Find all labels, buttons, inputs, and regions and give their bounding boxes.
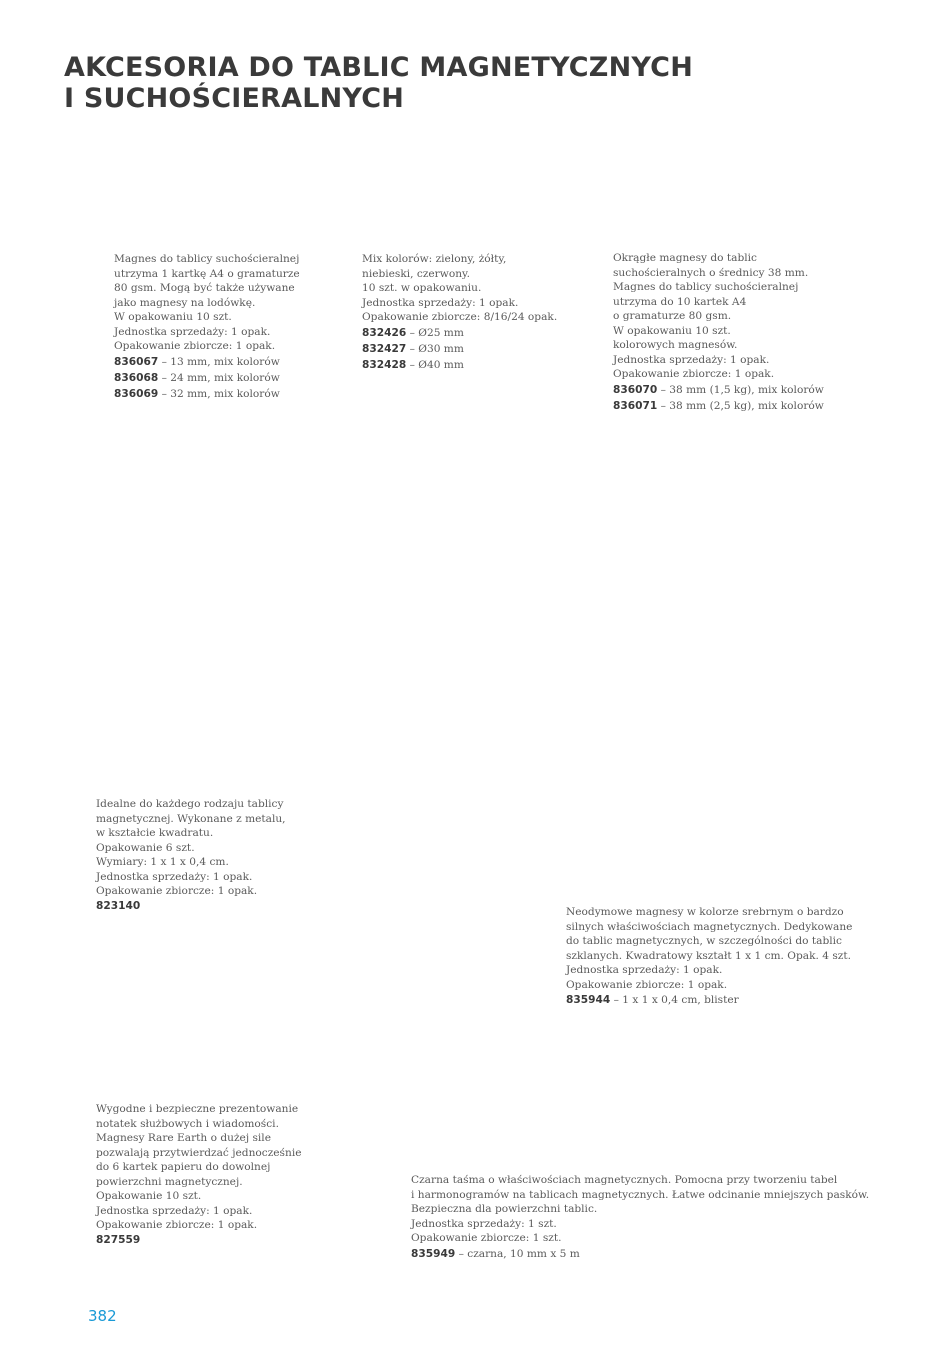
product-code: 836070 (613, 383, 658, 396)
product-description-line: magnetycznej. Wykonane z metalu, (96, 812, 286, 825)
product-description-line: notatek służbowych i wiadomości. (96, 1117, 279, 1130)
product-description-line: Opakowanie zbiorcze: 8/16/24 opak. (362, 311, 558, 323)
page-number: 382 (88, 1307, 117, 1325)
product-variant (411, 1246, 869, 1262)
product-variant-desc: – 38 mm (1,5 kg), mix kolorów (657, 383, 824, 396)
product-description-line: Opakowanie zbiorcze: 1 opak. (613, 368, 775, 380)
product-description-line: utrzyma do 10 kartek A4 (613, 295, 747, 308)
product-block-rare-earth-magnets (96, 1102, 301, 1247)
product-description-line: Opakowanie 10 szt. (96, 1190, 202, 1202)
product-description-line: Jednostka sprzedaży: 1 opak. (613, 353, 770, 366)
product-code: 836067 (114, 355, 159, 368)
product-description-line: Opakowanie zbiorcze: 1 opak. (96, 885, 258, 897)
product-description-line: Jednostka sprzedaży: 1 szt. (411, 1217, 557, 1230)
product-description-line: silnych właściwościach magnetycznych. Dedykowane (566, 920, 853, 933)
product-description-line: kolorowych magnesów. (613, 339, 738, 351)
product-variant (566, 992, 852, 1008)
product-description-line: jako magnesy na lodówkę. (114, 296, 256, 309)
product-description-line: Bezpieczna dla powierzchni tablic. (411, 1203, 598, 1215)
product-description-line: Magnesy Rare Earth o dużej sile (96, 1132, 271, 1144)
product-variant-desc: – 1 x 1 x 0,4 cm, blister (610, 994, 739, 1006)
page-title-line-2: I SUCHOŚCIERALNYCH (64, 83, 405, 114)
product-variant (114, 370, 300, 386)
product-variant (362, 357, 557, 373)
product-description-line: Neodymowe magnesy w kolorze srebrnym o bardzo (566, 906, 844, 918)
product-variant (362, 341, 557, 357)
product-description-line: 10 szt. w opakowaniu. (362, 282, 482, 294)
product-description-line: Jednostka sprzedaży: 1 opak. (96, 870, 253, 883)
product-variant-desc: – 24 mm, mix kolorów (158, 371, 280, 384)
product-description-line: Idealne do każdego rodzaju tablicy (96, 798, 284, 810)
product-variant (114, 386, 300, 402)
product-code: 836068 (114, 371, 159, 384)
product-description-line: Opakowanie zbiorcze: 1 opak. (114, 340, 276, 352)
product-description-line: W opakowaniu 10 szt. (613, 324, 731, 337)
product-description-line: i harmonogramów na tablicach magnetycznych. Łatwe odcinanie mniejszych pasków. (411, 1188, 870, 1201)
product-description-line: Opakowanie 6 szt. (96, 841, 195, 854)
product-description-line: Czarna taśma o właściwościach magnetycznych. Pomocna przy tworzeniu tabel (411, 1174, 838, 1186)
product-variant-desc: – Ø30 mm (406, 342, 464, 355)
product-description-line: niebieski, czerwony. (362, 267, 470, 280)
product-variant-desc: – 32 mm, mix kolorów (158, 387, 280, 400)
product-description-line: o gramaturze 80 gsm. (613, 310, 732, 322)
product-description-line: szklanych. Kwadratowy kształt 1 x 1 cm. Opak. 4 szt. (566, 949, 851, 962)
product-description-line: do 6 kartek papieru do dowolnej (96, 1161, 271, 1173)
product-code: 836071 (613, 399, 658, 412)
product-block-round-magnets (613, 251, 824, 414)
product-description-line: Wymiary: 1 x 1 x 0,4 cm. (96, 856, 229, 868)
page-title-line-1: AKCESORIA DO TABLIC MAGNETYCZNYCH (64, 52, 693, 83)
product-description-line: Jednostka sprzedaży: 1 opak. (114, 325, 271, 338)
product-code: 832426 (362, 326, 407, 339)
product-description-line: Mix kolorów: zielony, żółty, (362, 253, 507, 265)
product-description-line: Magnes do tablicy suchościeralnej (114, 253, 300, 265)
product-description-line: Wygodne i bezpieczne prezentowanie (96, 1103, 299, 1115)
product-description-line: Jednostka sprzedaży: 1 opak. (96, 1204, 253, 1217)
product-variant-desc: – 13 mm, mix kolorów (158, 355, 280, 368)
product-description-line: suchościeralnych o średnicy 38 mm. (613, 266, 809, 279)
product-description-line: w kształcie kwadratu. (96, 827, 214, 839)
product-code: 832428 (362, 358, 407, 371)
product-description-line: utrzyma 1 kartkę A4 o gramaturze (114, 267, 300, 280)
product-variant (362, 325, 557, 341)
product-code: 836069 (114, 387, 159, 400)
page-title (64, 52, 693, 114)
product-block-color-mix-magnets (362, 252, 557, 373)
product-variant (613, 398, 824, 414)
product-description-line: Jednostka sprzedaży: 1 opak. (362, 296, 519, 309)
product-description-line: Jednostka sprzedaży: 1 opak. (566, 964, 723, 976)
product-variant-desc: – Ø25 mm (406, 326, 464, 339)
product-description-line: powierzchni magnetycznej. (96, 1175, 243, 1188)
product-variant-desc: – czarna, 10 mm x 5 m (455, 1247, 580, 1260)
product-code: 823140 (96, 899, 141, 912)
product-variant (613, 382, 824, 398)
product-block-neodymium-magnets (566, 905, 852, 1008)
product-variant-desc: – Ø40 mm (406, 358, 464, 371)
product-description-line: do tablic magnetycznych, w szczególności do tablic (566, 935, 842, 947)
product-code: 827559 (96, 1233, 141, 1246)
product-variant (114, 354, 300, 370)
product-description-line: Magnes do tablicy suchościeralnej (613, 281, 799, 293)
product-description-line: pozwalają przytwierdzać jednocześnie (96, 1146, 302, 1159)
product-block-magnetic-tape (411, 1173, 869, 1262)
product-description-line: Opakowanie zbiorcze: 1 opak. (96, 1219, 258, 1231)
product-code: 835944 (566, 994, 611, 1006)
product-description-line: Opakowanie zbiorcze: 1 opak. (566, 978, 728, 991)
product-block-square-metal (96, 797, 286, 913)
product-description-line: Opakowanie zbiorcze: 1 szt. (411, 1232, 562, 1244)
product-code: 835949 (411, 1247, 456, 1260)
product-code: 832427 (362, 342, 407, 355)
product-description-line: W opakowaniu 10 szt. (114, 311, 232, 323)
product-description-line: 80 gsm. Mogą być także używane (114, 282, 295, 294)
product-block-magnets-a4 (114, 252, 300, 402)
product-variant-desc: – 38 mm (2,5 kg), mix kolorów (657, 399, 824, 412)
product-description-line: Okrągłe magnesy do tablic (613, 252, 757, 264)
